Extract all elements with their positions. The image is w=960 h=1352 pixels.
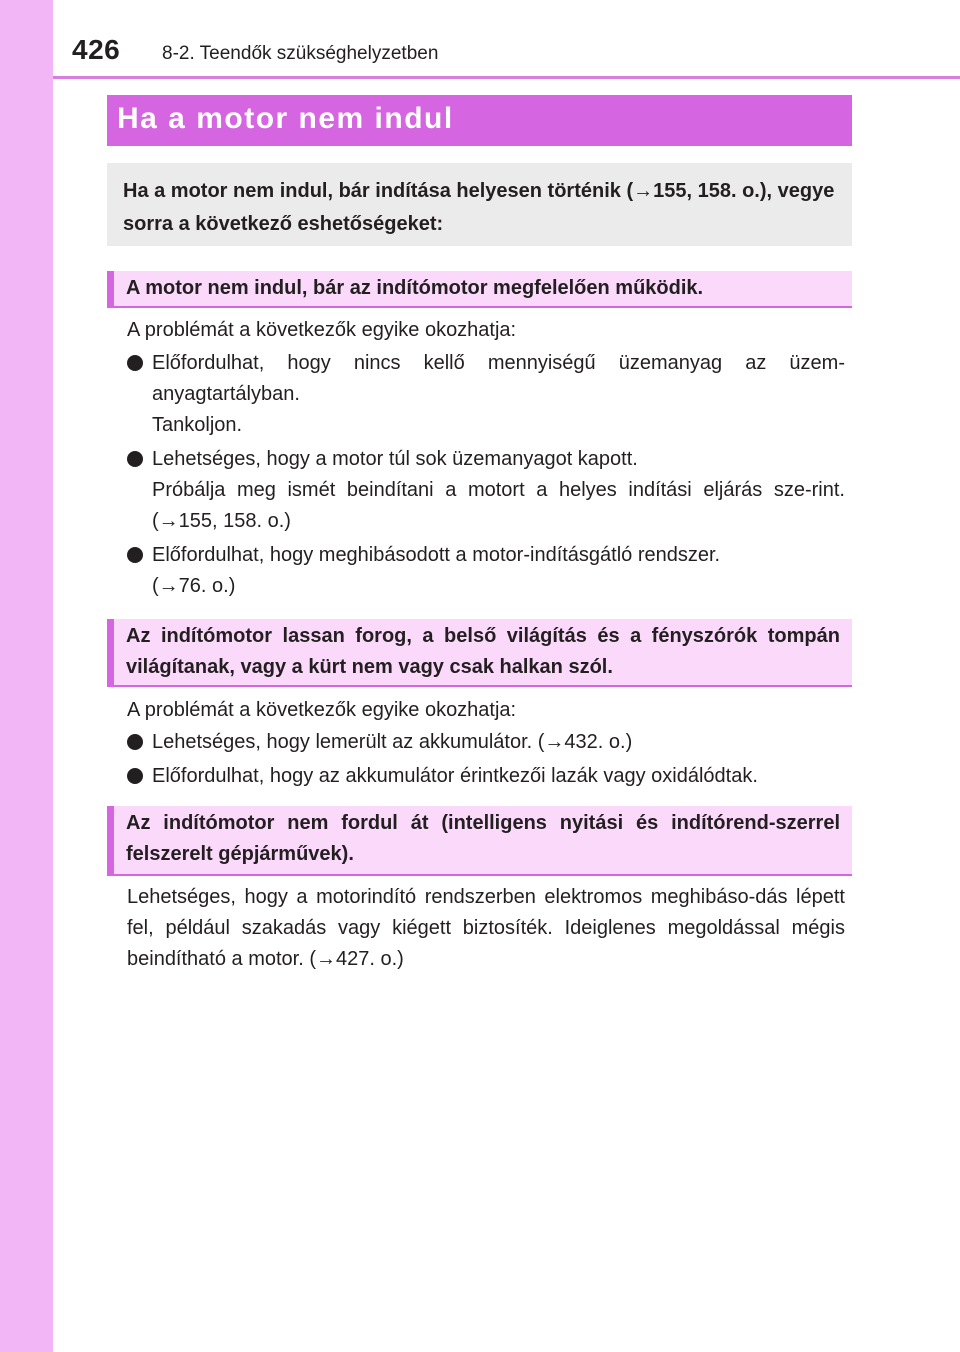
cause-lead: A problémát a következők egyike okozhatja: (127, 699, 517, 721)
explanation-paragraph: Lehetséges, hogy a motorindító rendszerben elektromos meghibáso-dás lépett fel, például szakadás vagy kiégett biztosíték. Ideiglenes megoldással mégis beindítható a motor. (→427. o.) (127, 886, 845, 970)
bullet-icon (127, 355, 143, 371)
bullet-icon (127, 768, 143, 784)
list-item (127, 348, 845, 441)
bullet-text: Előfordulhat, hogy az akkumulátor érintkezői lazák vagy oxidálódtak. (152, 765, 758, 787)
running-header: 8-2. Teendők szükséghelyzetben (162, 43, 439, 64)
subheading-starter-not-turning: Az indítómotor nem fordul át (intelligens nyitási és indítórend-szerrel felszerelt gépjárművek). (107, 806, 852, 876)
cause-list (127, 348, 845, 605)
list-item (127, 761, 845, 792)
bullet-text: Előfordulhat, hogy meghibásodott a motor-indításgátló rendszer. (152, 544, 721, 566)
bullet-icon (127, 734, 143, 750)
bullet-text: Lehetséges, hogy lemerült az akkumulátor. (→432. o.) (152, 731, 633, 753)
bullet-icon (127, 451, 143, 467)
bullet-action: Próbálja meg ismét beindítani a motort a helyes indítási eljárás sze-rint. (→155, 158. o.) (152, 479, 845, 532)
cause-lead: A problémát a következők egyike okozhatja: (127, 319, 517, 341)
bullet-action: (→76. o.) (152, 575, 236, 597)
bullet-action: Tankoljon. (152, 414, 243, 436)
list-item (127, 540, 845, 602)
subheading-engine-not-start: A motor nem indul, bár az indítómotor megfelelően működik. (107, 271, 852, 308)
section-title: Ha a motor nem indul (107, 95, 852, 146)
list-item (127, 727, 845, 758)
bullet-text: Előfordulhat, hogy nincs kellő mennyiségű üzemanyag az üzem-anyagtartályban. (152, 352, 845, 405)
subheading-slow-starter: Az indítómotor lassan forog, a belső világítás és a fényszórók tompán világítanak, vagy a kürt nem vagy csak halkan szól. (107, 619, 852, 687)
cause-list (127, 727, 845, 795)
bullet-icon (127, 547, 143, 563)
bullet-text: Lehetséges, hogy a motor túl sok üzemanyagot kapott. (152, 448, 638, 470)
side-tab-bar (0, 0, 53, 1352)
header-rule (53, 76, 960, 79)
list-item (127, 444, 845, 537)
intro-box: Ha a motor nem indul, bár indítása helyesen történik (→155, 158. o.), vegye sorra a következő eshetőségeket: (107, 163, 852, 246)
page-number: 426 (72, 34, 121, 65)
